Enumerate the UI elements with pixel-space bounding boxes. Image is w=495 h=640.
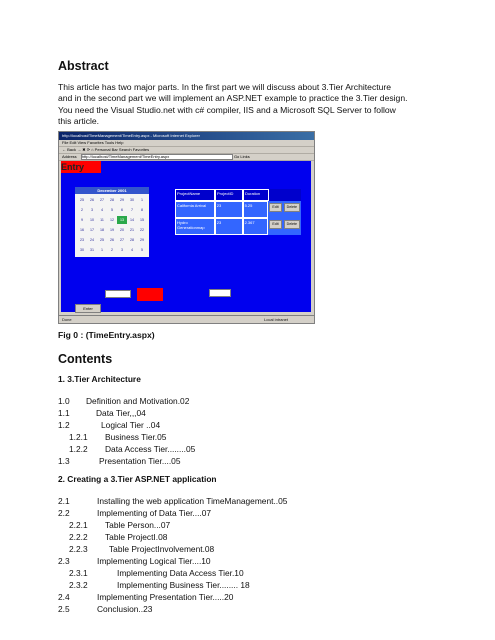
window-title: http://localhost/TimeManagement/TimeEntry.aspx - Microsoft Internet Explorer: [59, 132, 314, 140]
toc-text: Implementing of Data Tier....07: [97, 508, 212, 518]
status-done: Done: [62, 317, 72, 322]
toc-text: Presentation Tier....05: [99, 456, 181, 466]
row1-delete-button: Delete: [284, 203, 300, 212]
page-header: Entry: [61, 161, 101, 173]
calendar-day: 5: [111, 208, 113, 212]
status-zone: Local intranet: [264, 317, 289, 322]
toc-num: 2.5: [58, 604, 70, 614]
toc-text: Implementing Data Access Tier.10: [117, 568, 244, 578]
row1-id: 23: [215, 201, 243, 218]
calendar-day: 3: [121, 248, 123, 252]
address-field: http://localhost/TimeManagement/TimeEntry.aspx: [81, 154, 233, 160]
calendar-day: 15: [140, 218, 144, 222]
toc-text: Logical Tier ..04: [101, 420, 161, 430]
calendar-day: 2: [111, 248, 113, 252]
calendar-day: 25: [80, 198, 84, 202]
calendar-day: 12: [110, 218, 114, 222]
calendar-day: 29: [140, 238, 144, 242]
abstract-line: You need the Visual Studio.net with c# compiler, IIS and a Microsoft SQL Server to follow: [58, 104, 396, 115]
calendar-day: 2: [81, 208, 83, 212]
toc-text: Definition and Motivation.02: [86, 396, 190, 406]
row2-edit-button: Edit: [269, 220, 281, 229]
calendar-day: 17: [90, 228, 94, 232]
calendar-day: 27: [100, 198, 104, 202]
toc-text: Data Access Tier........05: [105, 444, 196, 454]
toc-num: 1.0: [58, 396, 70, 406]
toc-text: Table ProjectInvolvement.08: [109, 544, 215, 554]
calendar-day: 14: [130, 218, 134, 222]
section2-title: 2. Creating a 3.Tier ASP.NET application: [58, 474, 217, 484]
calendar-day: 16: [80, 228, 84, 232]
row2-name: Hydro Generationmap: [175, 218, 215, 235]
calendar-day: 6: [121, 208, 123, 212]
toc-num: 2.2: [58, 508, 70, 518]
calendar-day: 23: [80, 238, 84, 242]
abstract-line: this article.: [58, 116, 100, 127]
toc-num: 1.2: [58, 420, 70, 430]
calendar-day: 13: [117, 216, 127, 224]
abstract-heading: Abstract: [58, 59, 109, 73]
browser-toolbar: ← Back → ✖ ⟳ ⌂ Personal Bar Search Favorites: [59, 147, 314, 154]
toc-text: Installing the web application TimeManagement..05: [97, 496, 288, 506]
toc-text: Table ProjectI.08: [105, 532, 168, 542]
section1-title: 1. 3.Tier Architecture: [58, 374, 141, 384]
calendar-day: 29: [120, 198, 124, 202]
calendar-day: 20: [120, 228, 124, 232]
go-button: Go: [233, 154, 240, 160]
calendar-day: 31: [90, 248, 94, 252]
toc-num: 2.3.2: [69, 580, 88, 590]
calendar-day: 24: [90, 238, 94, 242]
col-header-projectid: ProjectID: [215, 189, 243, 201]
toc-text: Table Person...07: [105, 520, 171, 530]
calendar-day: 9: [81, 218, 83, 222]
calendar-day: 26: [110, 238, 114, 242]
calendar-day: 30: [80, 248, 84, 252]
toc-text: Implementing Logical Tier....10: [97, 556, 211, 566]
row2-duration: 2.367: [243, 218, 269, 235]
links-label: Links: [240, 154, 250, 160]
toc-num: 2.3: [58, 556, 70, 566]
abstract-line: and in the second part we will implement an ASP.NET example to practice the 3.Tier design.: [58, 93, 408, 104]
calendar-day: 4: [101, 208, 103, 212]
calendar-day: 1: [141, 198, 143, 202]
row2-id: 23: [215, 218, 243, 235]
toc-text: Conclusion..23: [97, 604, 153, 614]
calendar-day: 4: [131, 248, 133, 252]
calendar-day: 26: [90, 198, 94, 202]
toc-num: 1.3: [58, 456, 70, 466]
calendar-day: 10: [90, 218, 94, 222]
col-header-projectname: ProjectName: [175, 189, 215, 201]
toc-text: Data Tier,,,04: [96, 408, 146, 418]
calendar-day: 28: [130, 238, 134, 242]
toc-text: Implementing Business Tier........ 18: [117, 580, 250, 590]
toc-text: Business Tier.05: [105, 432, 167, 442]
row1-edit-button: Edit: [269, 203, 281, 212]
toc-num: 2.3.1: [69, 568, 88, 578]
toc-num: 2.2.1: [69, 520, 88, 530]
calendar-day: 5: [141, 248, 143, 252]
calendar-day: 27: [120, 238, 124, 242]
calendar-day: 28: [110, 198, 114, 202]
calendar-day: 11: [100, 218, 104, 222]
address-label: Address: [62, 154, 77, 160]
contents-heading: Contents: [58, 352, 113, 366]
calendar-day: 19: [110, 228, 114, 232]
row2-delete-button: Delete: [284, 220, 300, 229]
toc-num: 1.1: [58, 408, 70, 418]
figure-caption: Fig 0 : (TimeEntry.aspx): [58, 330, 155, 340]
calendar-day: 3: [91, 208, 93, 212]
toc-num: 2.1: [58, 496, 70, 506]
calendar-day: 7: [131, 208, 133, 212]
toc-num: 2.2.3: [69, 544, 88, 554]
calendar-day: 18: [100, 228, 104, 232]
calendar-day: 8: [141, 208, 143, 212]
calendar-day: 1: [101, 248, 103, 252]
abstract-line: This article has two major parts. In the first part we will discuss about 3.Tier Architecture: [58, 82, 392, 92]
toc-text: Implementing Presentation Tier.....20: [97, 592, 234, 602]
toc-num: 1.2.1: [69, 432, 88, 442]
col-header-duration: Duration: [243, 189, 269, 201]
toc-num: 2.4: [58, 592, 70, 602]
row1-duration: 5.25: [243, 201, 269, 218]
calendar-day: 25: [100, 238, 104, 242]
calendar-day: 21: [130, 228, 134, 232]
toc-num: 2.2.2: [69, 532, 88, 542]
calendar-day: 30: [130, 198, 134, 202]
row1-name: California Arrival: [175, 201, 215, 218]
calendar-month: December 2001: [75, 187, 149, 194]
enter-button: Enter: [75, 304, 101, 313]
toc-num: 1.2.2: [69, 444, 88, 454]
calendar-day: 22: [140, 228, 144, 232]
menu-bar: File Edit View Favorites Tools Help: [59, 140, 314, 147]
